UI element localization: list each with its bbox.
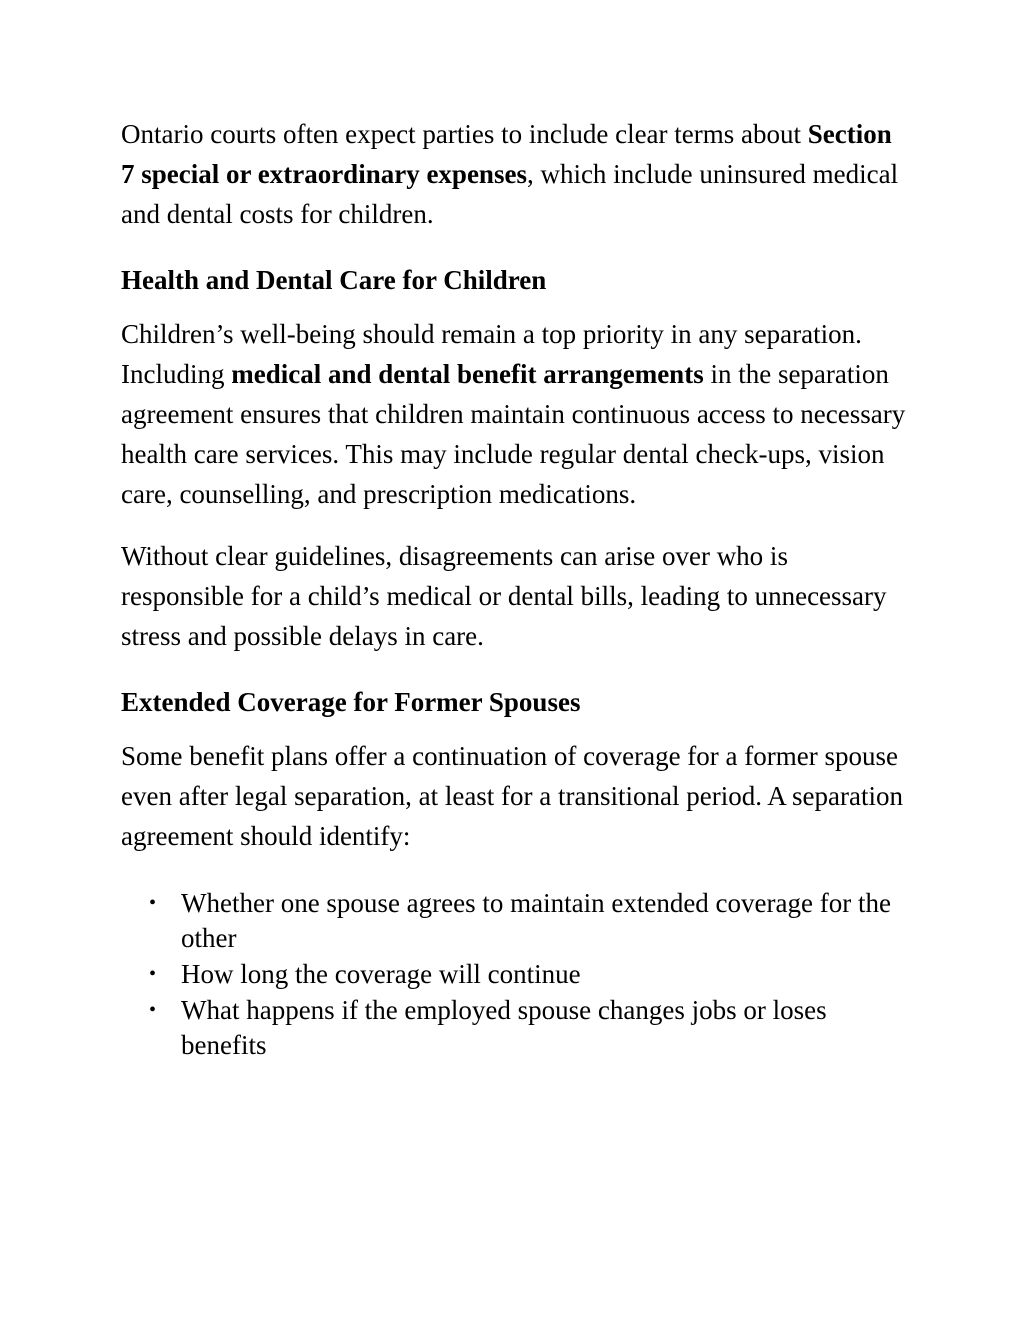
list-item-text: How long the coverage will continue <box>181 959 581 989</box>
children-wellbeing-paragraph <box>121 314 911 514</box>
intro-text-after: , which include uninsured medical and dental costs for children. <box>121 159 899 229</box>
wellbeing-text-before: Children’s well-being should remain a top priority in any separation. Including <box>121 319 862 389</box>
list-item <box>121 886 911 956</box>
list-item-text: Whether one spouse agrees to maintain extended coverage for the other <box>181 888 891 953</box>
intro-text-before: Ontario courts often expect parties to include clear terms about <box>121 119 808 149</box>
wellbeing-text-after: in the separation agreement ensures that children maintain continuous access to necessary health care services. This may include regular dental check-ups, vision care, counselling, and prescription medications. <box>121 359 906 509</box>
list-item <box>121 957 911 992</box>
coverage-bullet-list <box>121 886 911 1063</box>
intro-paragraph <box>121 114 911 234</box>
list-item <box>121 993 911 1063</box>
intro-bold-term: Section 7 special or extraordinary expenses <box>121 119 892 189</box>
document-page <box>121 114 911 1064</box>
bullet-icon: • <box>149 999 157 1021</box>
heading-health-dental: Health and Dental Care for Children <box>121 265 547 295</box>
bullet-icon: • <box>149 892 157 914</box>
wellbeing-bold-term: medical and dental benefit arrangements <box>231 359 704 389</box>
benefit-plans-paragraph: Some benefit plans offer a continuation of coverage for a former spouse even after legal separation, at least for a transitional period. A separation agreement should identify: <box>121 741 903 851</box>
guidelines-paragraph: Without clear guidelines, disagreements can arise over who is responsible for a child’s medical or dental bills, leading to unnecessary stress and possible delays in care. <box>121 541 887 651</box>
list-item-text: What happens if the employed spouse changes jobs or loses benefits <box>181 995 827 1060</box>
bullet-icon: • <box>149 963 157 985</box>
heading-extended-coverage: Extended Coverage for Former Spouses <box>121 687 581 717</box>
